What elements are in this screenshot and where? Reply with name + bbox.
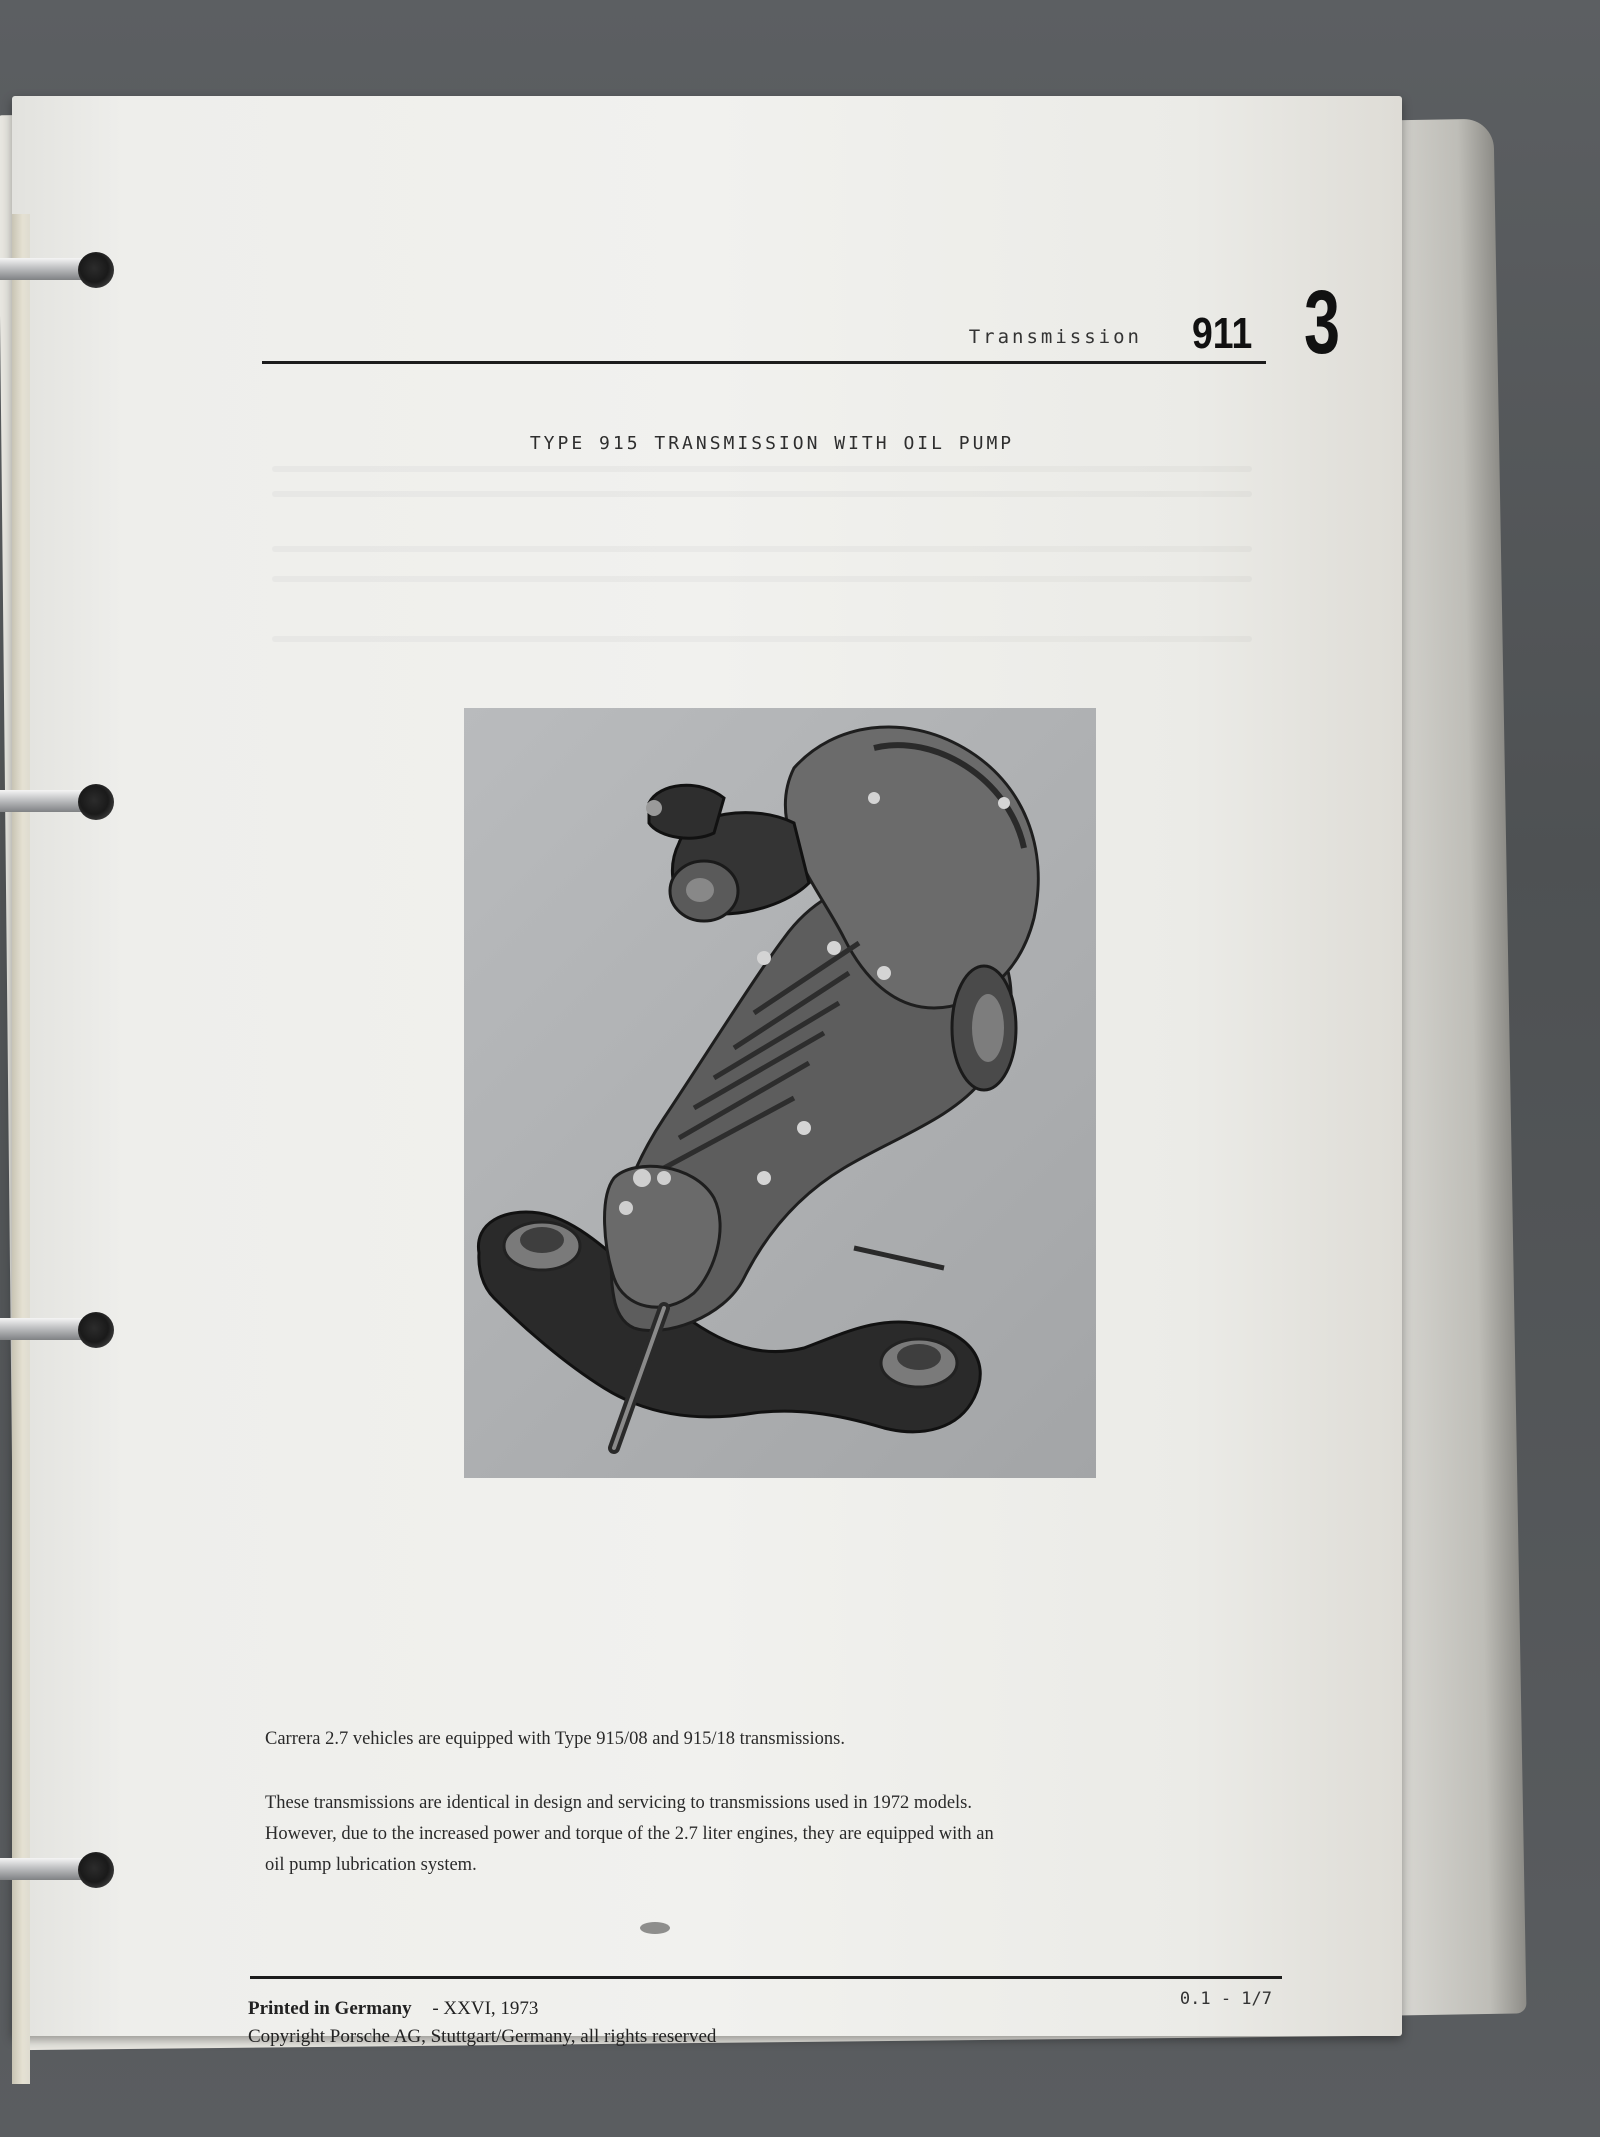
section-name: Transmission — [968, 326, 1142, 348]
transmission-illustration — [464, 708, 1096, 1478]
bleed-through-text — [272, 466, 1252, 472]
bleed-through-text — [272, 491, 1252, 497]
binder-ring — [0, 1308, 118, 1354]
printed-line — [248, 1998, 538, 2020]
bleed-through-text — [272, 576, 1252, 582]
body-paragraph-2-line-2: However, due to the increased power and torque of the 2.7 liter engines, they are equipped with an — [265, 1824, 994, 1844]
page-edge — [12, 214, 30, 2084]
print-date: - XXVI, 1973 — [432, 1998, 539, 2019]
bleed-through-text — [272, 636, 1252, 642]
binder-ring — [0, 1848, 118, 1894]
binder-ring — [0, 248, 118, 294]
transmission-photo — [464, 708, 1096, 1478]
manual-page — [12, 96, 1402, 2047]
body-paragraph-1: Carrera 2.7 vehicles are equipped with Type 915/08 and 915/18 transmissions. — [265, 1729, 845, 1749]
figure-title: TYPE 915 TRANSMISSION WITH OIL PUMP — [529, 433, 1015, 454]
ink-smudge — [640, 1922, 670, 1934]
copyright-notice: Copyright Porsche AG, Stuttgart/Germany, all rights reserved — [248, 2026, 717, 2047]
bleed-through-text — [272, 546, 1252, 552]
body-paragraph-2-line-1: These transmissions are identical in design and servicing to transmissions used in 1972 models. — [265, 1793, 973, 1813]
footer-rule — [250, 1976, 1282, 1979]
header-rule — [262, 361, 1266, 364]
printed-label: Printed in Germany — [248, 1998, 412, 2019]
page-number: 0.1 - 1/7 — [1179, 1989, 1272, 2009]
chapter-number: 3 — [1304, 273, 1341, 373]
body-paragraph-2-line-3: oil pump lubrication system. — [265, 1855, 477, 1875]
binder-ring — [0, 780, 118, 826]
model-number: 911 — [1192, 309, 1253, 358]
